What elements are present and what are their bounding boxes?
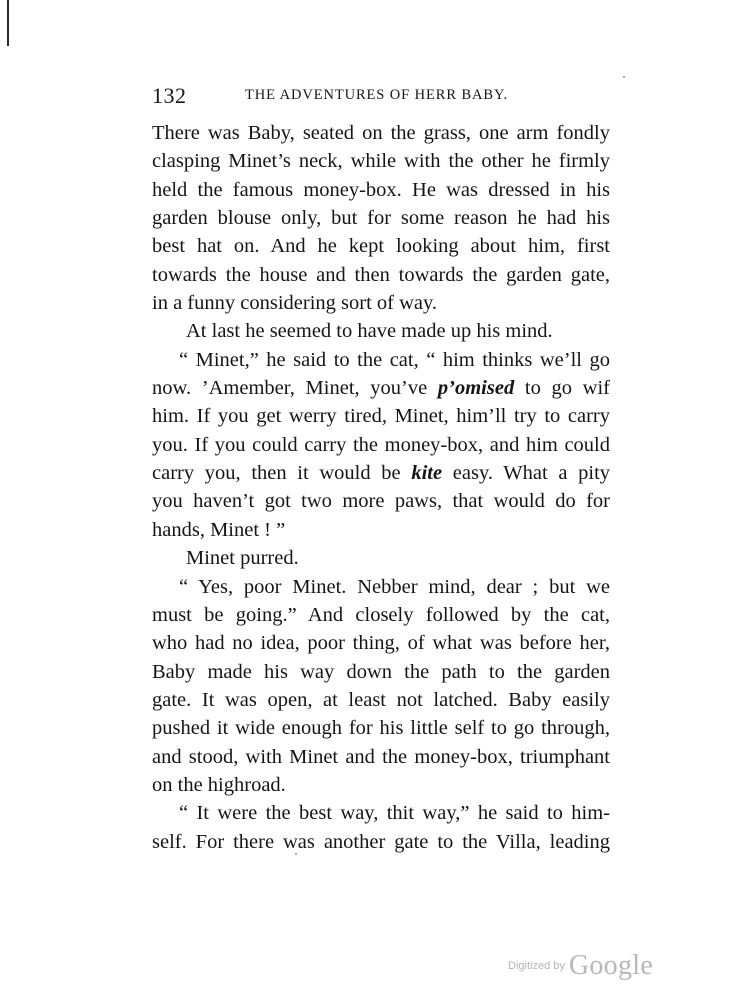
text-line: pushed it wide enough for his little self to go through, (152, 717, 610, 740)
text-line: garden blouse only, but for some reason he had his (152, 207, 610, 230)
text-line: who had no idea, poor thing, of what was before her, (152, 632, 610, 655)
running-title: THE ADVENTURES OF HERR BABY. (245, 87, 508, 103)
body-text (152, 119, 610, 856)
text-line: and stood, with Minet and the money-box, triumphant (152, 745, 610, 768)
text-segment: carry you, then it would be (152, 462, 401, 485)
text-line: must be going.” And closely followed by the cat, (152, 603, 610, 626)
text-line: “ Minet,” he said to the cat, “ him thinks we’ll go (179, 348, 610, 371)
text-line: There was Baby, seated on the grass, one arm fondly (152, 122, 610, 144)
text-line: held the famous money-box. He was dressed in his (152, 178, 610, 201)
page-speck (623, 76, 625, 78)
page-edge-rule (7, 0, 9, 46)
text-line: “ Yes, poor Minet. Nebber mind, dear ; but we (179, 575, 610, 598)
text-segment: to go wif (524, 377, 610, 400)
text-line: you. If you could carry the money-box, and him could (152, 433, 610, 456)
google-watermark (508, 950, 653, 984)
text-line: clasping Minet’s neck, while with the other he firmly (152, 150, 610, 173)
text-segment: now. ’Amember, Minet, you’ve (152, 377, 428, 400)
text-line: you haven’t got two more paws, that would do for (152, 490, 610, 513)
text-line: “ It were the best way, thit way,” he said to him- (179, 802, 610, 825)
page-header (152, 83, 612, 111)
text-line: him. If you get werry tired, Minet, him’ll try to carry (152, 405, 610, 428)
text-segment: easy. What a pity (452, 462, 611, 485)
italic-word: p’omised (437, 377, 515, 400)
text-line: self. For there was another gate to the Villa, leading (152, 830, 610, 853)
text-line: on the highroad. (152, 773, 286, 796)
text-line (152, 374, 610, 402)
text-line: in a funny considering sort of way. (152, 292, 438, 315)
watermark-prefix: Digitized by (508, 960, 565, 972)
text-line: Minet purred. (186, 547, 299, 570)
text-line: towards the house and then towards the garden gate, (152, 263, 610, 286)
text-line: hands, Minet ! ” (152, 518, 286, 541)
google-logo: Google (568, 950, 654, 981)
italic-word: kite (411, 462, 443, 485)
text-line: Baby made his way down the path to the garden (152, 660, 610, 683)
text-line: gate. It was open, at least not latched. Baby easily (152, 688, 610, 711)
text-line: best hat on. And he kept looking about him, first (152, 235, 610, 258)
page-number: 132 (152, 83, 187, 108)
text-line: At last he seemed to have made up his mind. (186, 320, 553, 343)
text-line (152, 459, 610, 487)
